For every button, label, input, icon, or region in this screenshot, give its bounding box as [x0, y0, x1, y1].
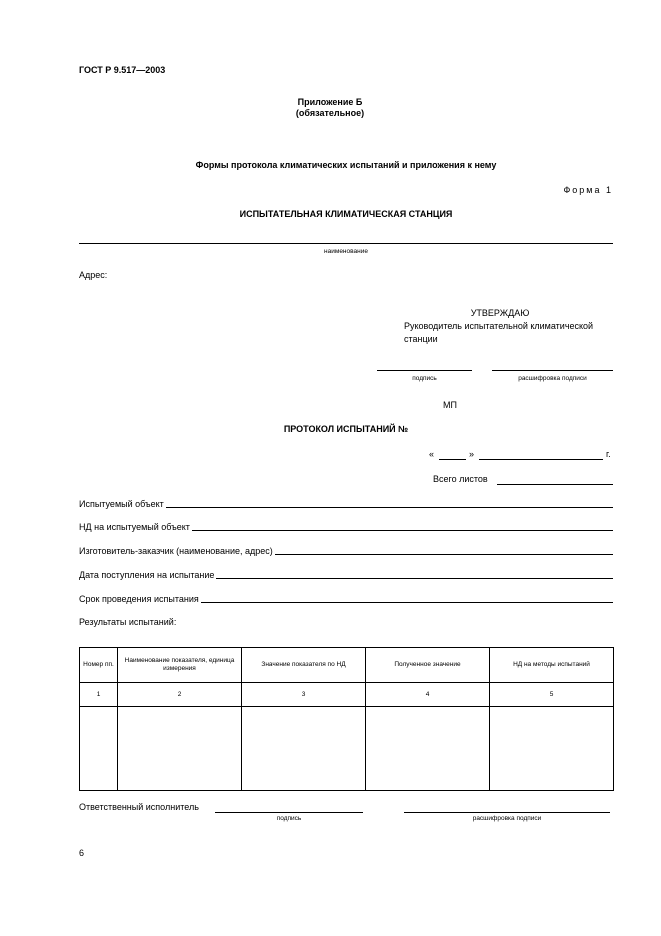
- table-row: [80, 707, 614, 791]
- field-label: НД на испытуемый объект: [79, 522, 190, 532]
- date-year-suffix: г.: [606, 449, 611, 459]
- page-number: 6: [79, 848, 85, 858]
- appendix-title: Приложение Б: [297, 97, 363, 107]
- field-line: [166, 507, 613, 508]
- date-month-line: [479, 459, 603, 460]
- table-cell: [490, 707, 614, 791]
- executor-decode-caption: расшифровка подписи: [472, 815, 542, 822]
- header-cell: Значение показателя по НД: [242, 648, 366, 683]
- approver-decode-line: [492, 370, 613, 371]
- station-name-caption: наименование: [324, 248, 368, 255]
- field-test-period: [79, 593, 613, 605]
- number-cell: 3: [242, 683, 366, 707]
- header-cell: НД на методы испытаний: [490, 648, 614, 683]
- table-cell: [242, 707, 366, 791]
- field-label: Изготовитель-заказчик (наименование, адрес): [79, 546, 273, 556]
- number-cell: 2: [118, 683, 242, 707]
- station-title: ИСПЫТАТЕЛЬНАЯ КЛИМАТИЧЕСКАЯ СТАНЦИЯ: [239, 209, 453, 219]
- header-cell: Полученное значение: [366, 648, 490, 683]
- field-nd-object: [79, 521, 613, 533]
- table-cell: [80, 707, 118, 791]
- number-cell: 1: [80, 683, 118, 707]
- approve-heading: УТВЕРЖДАЮ: [470, 308, 530, 318]
- number-cell: 4: [366, 683, 490, 707]
- table-header-row: [80, 648, 614, 683]
- field-test-object: [79, 498, 613, 510]
- section-title: Формы протокола климатических испытаний и приложения к нему: [195, 160, 497, 170]
- field-line: [201, 602, 613, 603]
- date-close-quote: »: [469, 449, 475, 459]
- approver-decode-caption: расшифровка подписи: [518, 375, 587, 382]
- executor-signature-caption: подпись: [276, 815, 302, 822]
- sheets-label: Всего листов: [433, 474, 488, 484]
- address-label: Адрес:: [79, 270, 108, 280]
- executor-label: Ответственный исполнитель: [79, 802, 199, 812]
- field-line: [216, 578, 613, 579]
- table-cell: [366, 707, 490, 791]
- approver-signature-line: [377, 370, 472, 371]
- table-number-row: [80, 683, 614, 707]
- station-name-line: [79, 243, 613, 244]
- executor-decode-line: [404, 812, 610, 813]
- results-label: Результаты испытаний:: [79, 617, 177, 627]
- field-label: Срок проведения испытания: [79, 594, 199, 604]
- header-cell: Наименование показателя, единица измерения: [118, 648, 242, 683]
- results-table: [79, 647, 614, 791]
- table-cell: [118, 707, 242, 791]
- sheets-line: [497, 484, 613, 485]
- stamp-label: МП: [443, 400, 457, 410]
- standard-number: ГОСТ Р 9.517—2003: [79, 65, 166, 75]
- field-arrival-date: [79, 569, 613, 581]
- appendix-subtitle: (обязательное): [295, 108, 365, 118]
- approver-role-line1: Руководитель испытательной климатической: [404, 321, 594, 331]
- field-line: [192, 530, 613, 531]
- field-label: Испытуемый объект: [79, 499, 164, 509]
- field-manufacturer: [79, 545, 613, 557]
- header-cell: Номер пп.: [80, 648, 118, 683]
- protocol-title: ПРОТОКОЛ ИСПЫТАНИЙ №: [283, 424, 409, 434]
- number-cell: 5: [490, 683, 614, 707]
- executor-signature-line: [215, 812, 363, 813]
- date-day-line: [439, 459, 466, 460]
- field-label: Дата поступления на испытание: [79, 570, 215, 580]
- date-open-quote: «: [429, 449, 435, 459]
- approver-signature-caption: подпись: [412, 375, 437, 382]
- field-line: [275, 554, 613, 555]
- form-label: Форма 1: [563, 185, 613, 195]
- approver-role-line2: станции: [404, 334, 438, 344]
